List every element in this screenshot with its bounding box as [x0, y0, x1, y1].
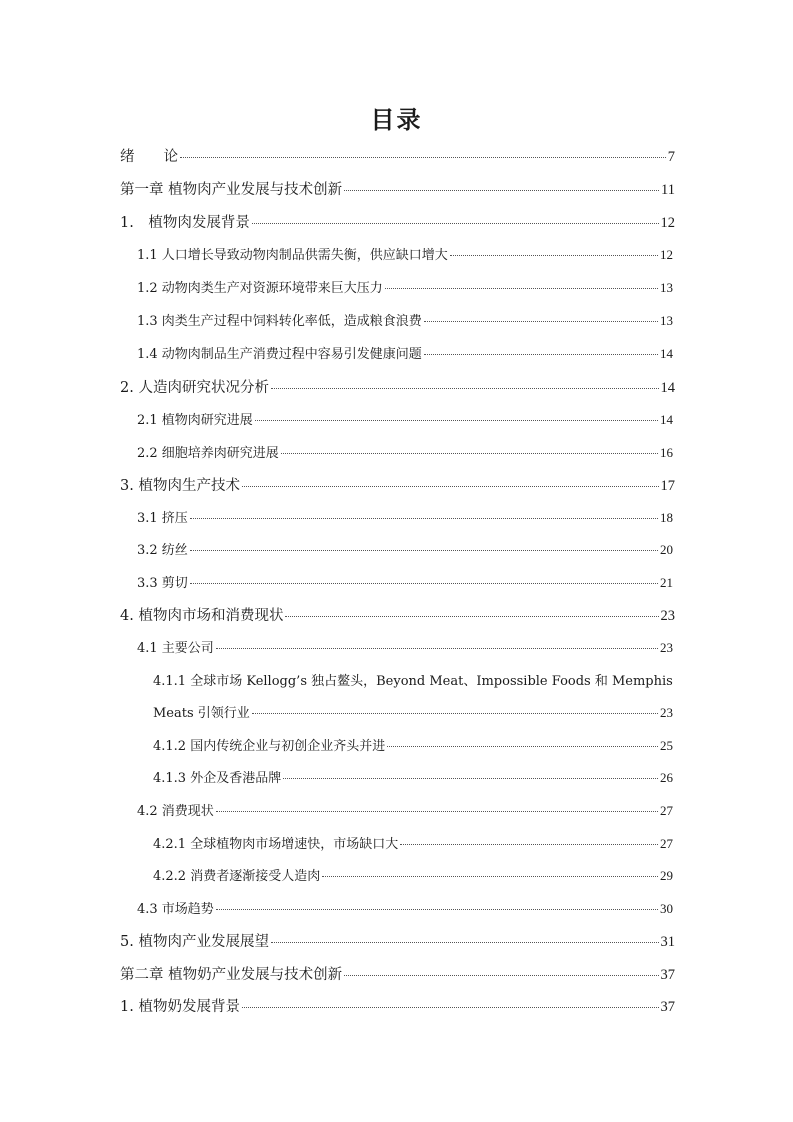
toc-entry-4-1[interactable] [137, 637, 673, 656]
toc-entry-text: 1.2 动物肉类生产对资源环境带来巨大压力 [137, 281, 383, 296]
toc-entry-intro[interactable] [120, 145, 675, 166]
toc-entry-text: 2.1 植物肉研究进展 [137, 413, 253, 428]
toc-entry-ch2-1[interactable] [120, 995, 675, 1016]
dot-leader [252, 713, 658, 714]
toc-entry-1-3[interactable] [137, 310, 673, 329]
toc-page-number: 14 [660, 346, 673, 361]
toc-entry-4-1-2[interactable] [153, 735, 673, 754]
toc-page-number: 13 [660, 280, 673, 295]
toc-entry-text: 4.1.2 国内传统企业与初创企业齐头并进 [153, 739, 386, 754]
toc-entry-text: 1. 植物肉发展背景 [120, 215, 250, 231]
toc-page-number: 26 [660, 770, 673, 785]
toc-entry-1-4[interactable] [137, 343, 673, 362]
toc-entry-3-3[interactable] [137, 572, 673, 591]
toc-entry-text: 4.1.3 外企及香港品牌 [153, 771, 282, 786]
dot-leader [271, 388, 659, 389]
toc-entry-text: 1.3 肉类生产过程中饲料转化率低，造成粮食浪费 [137, 314, 422, 329]
toc-entry-4-3[interactable] [137, 898, 673, 917]
dot-leader [424, 321, 658, 322]
dot-leader [190, 550, 658, 551]
dot-leader [344, 975, 658, 976]
toc-entry-text: Meats 引领行业 [153, 706, 250, 721]
dot-leader [400, 844, 658, 845]
toc-entry-text: 第一章 植物肉产业发展与技术创新 [120, 182, 343, 198]
toc-page-number: 12 [660, 247, 673, 262]
dot-leader [424, 354, 658, 355]
toc-entry-text: 4.3 市场趋势 [137, 902, 214, 917]
toc-entry-text: 3.3 剪切 [137, 576, 188, 591]
toc-page-number: 29 [660, 868, 673, 883]
toc-page-number: 37 [660, 999, 675, 1015]
dot-leader [385, 288, 658, 289]
toc-entry-chapter-1[interactable] [120, 178, 675, 199]
toc-entry-text: 3.1 挤压 [137, 511, 188, 526]
toc-entry-4-2[interactable] [137, 800, 673, 819]
toc-entry-text: 4.2.1 全球植物肉市场增速快，市场缺口大 [153, 837, 399, 852]
dot-leader [450, 255, 658, 256]
toc-entry-4[interactable] [120, 604, 675, 625]
toc-entry-text: 绪 论 [120, 149, 178, 165]
dot-leader [216, 811, 658, 812]
toc-page-number: 23 [660, 640, 673, 655]
dot-leader [190, 583, 658, 584]
toc-entry-4-2-2[interactable] [153, 865, 673, 884]
dot-leader [252, 223, 659, 224]
toc-entry-text: 5. 植物肉产业发展展望 [120, 934, 269, 950]
toc-entry-text: 2.2 细胞培养肉研究进展 [137, 446, 279, 461]
dot-leader [322, 876, 658, 877]
toc-entry-2-2[interactable] [137, 442, 673, 461]
toc-entry-text: 4.2 消费现状 [137, 804, 214, 819]
toc-entry-2-1[interactable] [137, 409, 673, 428]
dot-leader [344, 190, 659, 191]
toc-entry-text: 3.2 纺丝 [137, 543, 188, 558]
toc-page-number: 14 [660, 380, 675, 396]
toc-page-number: 17 [660, 478, 675, 494]
toc-page-number: 14 [660, 412, 673, 427]
toc-entry-1-1[interactable] [137, 244, 673, 263]
toc-entry-text: 4.1 主要公司 [137, 641, 214, 656]
toc-page-number: 13 [660, 313, 673, 328]
toc-page-number: 21 [660, 575, 673, 590]
toc-page-number: 12 [660, 215, 675, 231]
toc-page-number: 23 [660, 705, 673, 720]
toc-page-number: 25 [660, 738, 673, 753]
toc-page-number: 20 [660, 542, 673, 557]
page-title: 目录 [370, 106, 423, 134]
toc-entry-2[interactable] [120, 376, 675, 397]
dot-leader [190, 518, 658, 519]
dot-leader [216, 648, 658, 649]
toc-entry-4-1-1-line-1[interactable]: 4.1.1 全球市场 Kellogg’s 独占鳌头，Beyond Meat、Impossible Foods 和 Memphis [153, 674, 673, 689]
dot-leader [271, 942, 659, 943]
dot-leader [285, 616, 658, 617]
toc-entry-text: 4.2.2 消费者逐渐接受人造肉 [153, 869, 321, 884]
toc-page-number: 27 [660, 803, 673, 818]
toc-page-number: 37 [660, 967, 675, 983]
toc-entry-text: 1.1 人口增长导致动物肉制品供需失衡，供应缺口增大 [137, 248, 448, 263]
dot-leader [216, 909, 658, 910]
dot-leader [255, 420, 658, 421]
toc-page-number: 11 [661, 182, 675, 198]
toc-entry-text: 4. 植物肉市场和消费现状 [120, 608, 284, 624]
toc-entry-text: 3. 植物肉生产技术 [120, 478, 240, 494]
toc-entry-text: 1.4 动物肉制品生产消费过程中容易引发健康问题 [137, 347, 422, 362]
toc-page-number: 16 [660, 445, 673, 460]
toc-entry-text: 2. 人造肉研究状况分析 [120, 380, 269, 396]
toc-entry-1[interactable] [120, 211, 675, 232]
toc-entry-3-2[interactable] [137, 539, 673, 558]
toc-entry-1-2[interactable] [137, 277, 673, 296]
dot-leader [281, 453, 658, 454]
toc-entry-5[interactable] [120, 930, 675, 951]
toc-entry-text: 第二章 植物奶产业发展与技术创新 [120, 967, 343, 983]
dot-leader [180, 157, 666, 158]
toc-entry-text: 1. 植物奶发展背景 [120, 999, 240, 1015]
toc-entry-3[interactable] [120, 474, 675, 495]
toc-entry-4-1-3[interactable] [153, 767, 673, 786]
toc-entry-4-1-1[interactable] [153, 702, 673, 721]
toc-page-number: 18 [660, 510, 673, 525]
dot-leader [242, 486, 659, 487]
toc-page-number: 23 [660, 608, 675, 624]
toc-entry-4-2-1[interactable] [153, 833, 673, 852]
toc-entry-3-1[interactable] [137, 507, 673, 526]
dot-leader [242, 1007, 659, 1008]
toc-page-number: 7 [667, 149, 675, 165]
toc-page-number: 30 [660, 901, 673, 916]
dot-leader [283, 778, 658, 779]
toc-entry-chapter-2[interactable] [120, 963, 675, 984]
toc-page-number: 31 [660, 934, 675, 950]
dot-leader [387, 746, 658, 747]
toc-page-number: 27 [660, 836, 673, 851]
